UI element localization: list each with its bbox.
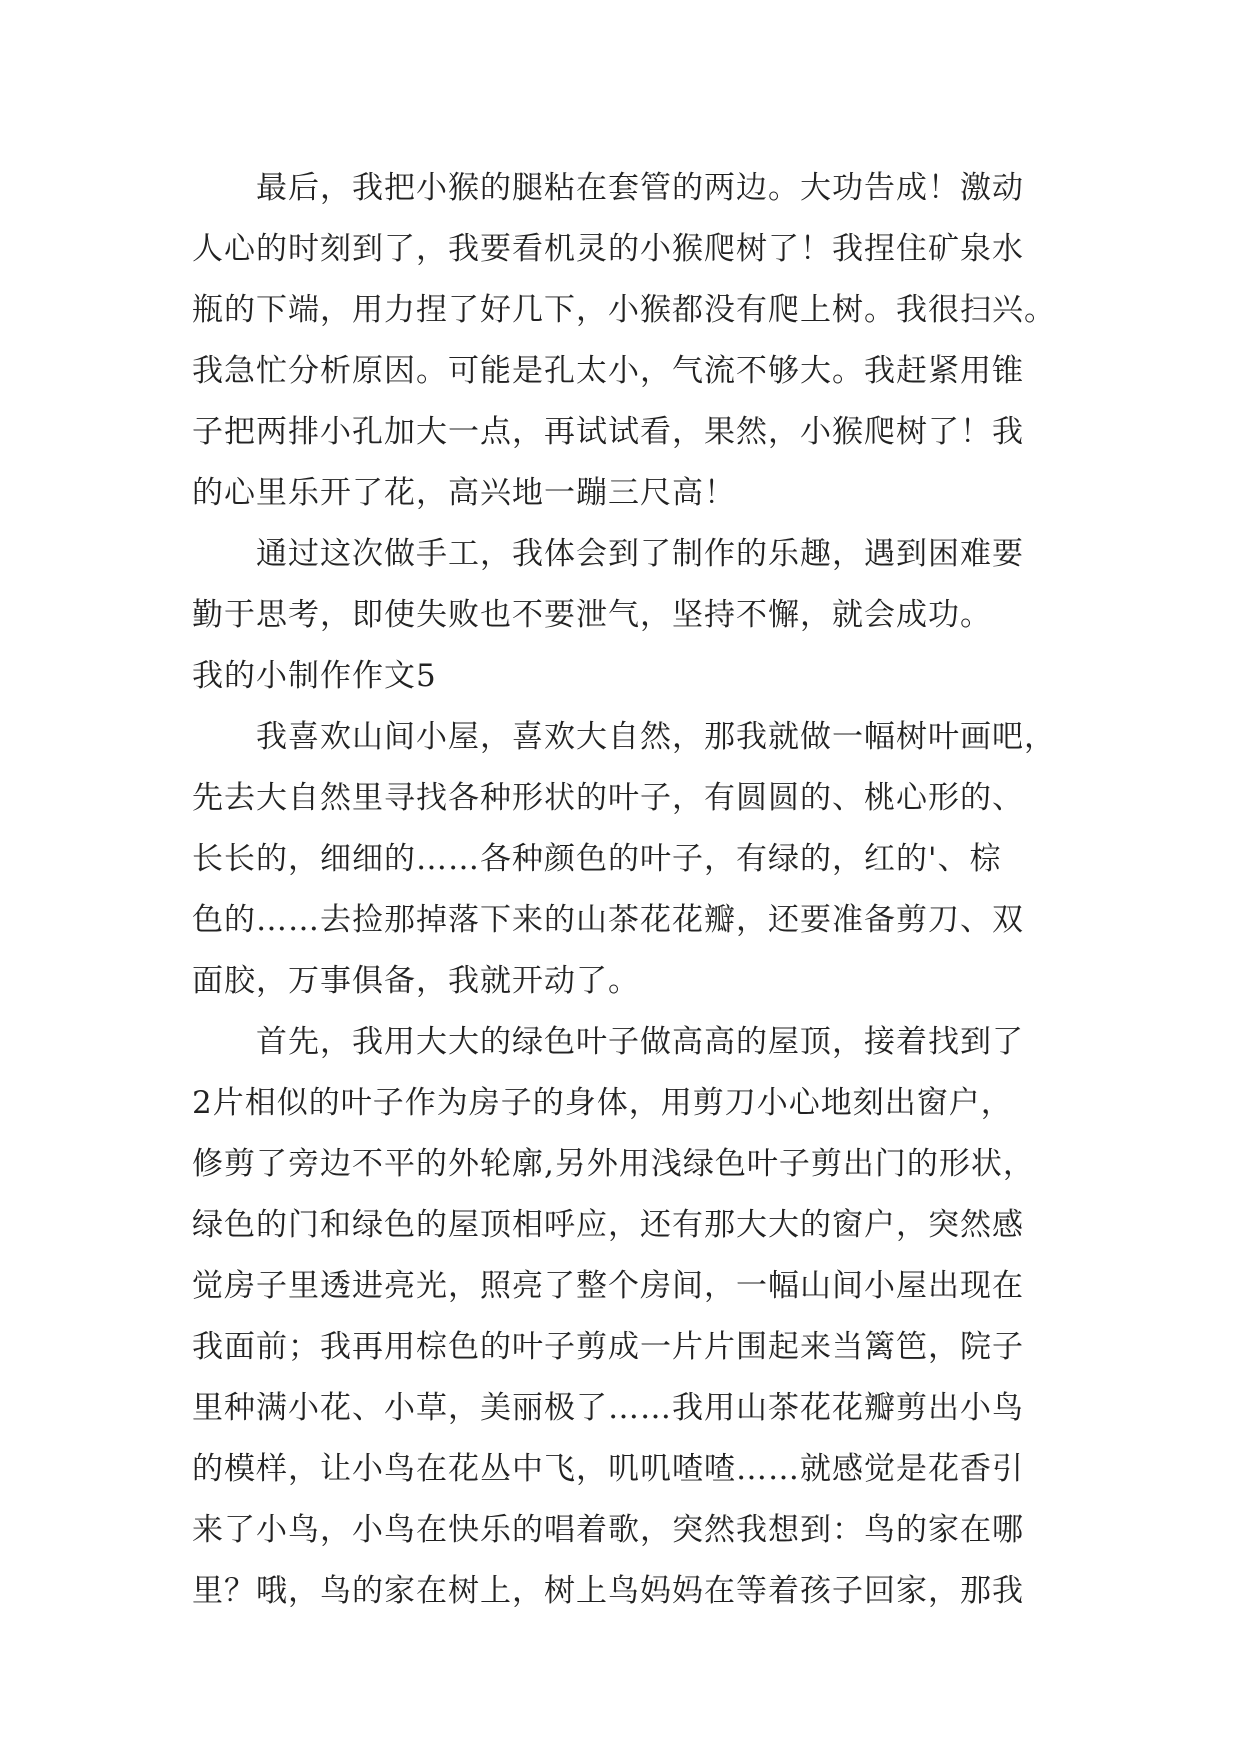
paragraph-line: 首先，我用大大的绿色叶子做高高的屋顶，接着找到了 — [256, 1024, 1024, 1060]
paragraph-line: 我面前；我再用棕色的叶子剪成一片片围起来当篱笆，院子 — [192, 1329, 1024, 1365]
paragraph-line: 来了小鸟，小鸟在快乐的唱着歌，突然我想到：鸟的家在哪 — [192, 1512, 1024, 1548]
paragraph-line: 子把两排小孔加大一点，再试试看，果然，小猴爬树了！我 — [192, 414, 1024, 450]
paragraph-line: 瓶的下端，用力捏了好几下，小猴都没有爬上树。我很扫兴。 — [192, 292, 1056, 328]
paragraph-line: 2片相似的叶子作为房子的身体，用剪刀小心地刻出窗户， — [192, 1085, 1013, 1121]
paragraph-line: 里种满小花、小草，美丽极了……我用山茶花花瓣剪出小鸟 — [192, 1390, 1024, 1426]
paragraph-line: 勤于思考，即使失败也不要泄气，坚持不懈，就会成功。 — [192, 597, 992, 633]
paragraph-line: 觉房子里透进亮光，照亮了整个房间，一幅山间小屋出现在 — [192, 1268, 1024, 1304]
paragraph-line: 先去大自然里寻找各种形状的叶子，有圆圆的、桃心形的、 — [192, 780, 1024, 816]
paragraph-line: 修剪了旁边不平的外轮廓,另外用浅绿色叶子剪出门的形状， — [192, 1146, 1035, 1182]
paragraph-line: 的模样，让小鸟在花丛中飞，叽叽喳喳……就感觉是花香引 — [192, 1451, 1024, 1487]
paragraph-line: 里？哦，鸟的家在树上，树上鸟妈妈在等着孩子回家，那我 — [192, 1573, 1024, 1609]
paragraph-line: 色的……去捡那掉落下来的山茶花花瓣，还要准备剪刀、双 — [192, 902, 1024, 938]
paragraph-line: 绿色的门和绿色的屋顶相呼应，还有那大大的窗户，突然感 — [192, 1207, 1024, 1243]
section-heading: 我的小制作作文5 — [192, 658, 437, 694]
paragraph-line: 人心的时刻到了，我要看机灵的小猴爬树了！我捏住矿泉水 — [192, 231, 1024, 267]
paragraph-line: 通过这次做手工，我体会到了制作的乐趣，遇到困难要 — [256, 536, 1024, 572]
paragraph-line: 我喜欢山间小屋，喜欢大自然，那我就做一幅树叶画吧， — [256, 719, 1056, 755]
paragraph-line: 的心里乐开了花，高兴地一蹦三尺高！ — [192, 475, 736, 511]
paragraph-line: 面胶，万事俱备，我就开动了。 — [192, 963, 640, 999]
document-body — [192, 158, 1056, 1622]
paragraph-line: 我急忙分析原因。可能是孔太小，气流不够大。我赶紧用锥 — [192, 353, 1024, 389]
paragraph-line: 长长的，细细的……各种颜色的叶子，有绿的，红的'、棕 — [192, 841, 1002, 877]
paragraph-line: 最后，我把小猴的腿粘在套管的两边。大功告成！激动 — [256, 170, 1024, 206]
